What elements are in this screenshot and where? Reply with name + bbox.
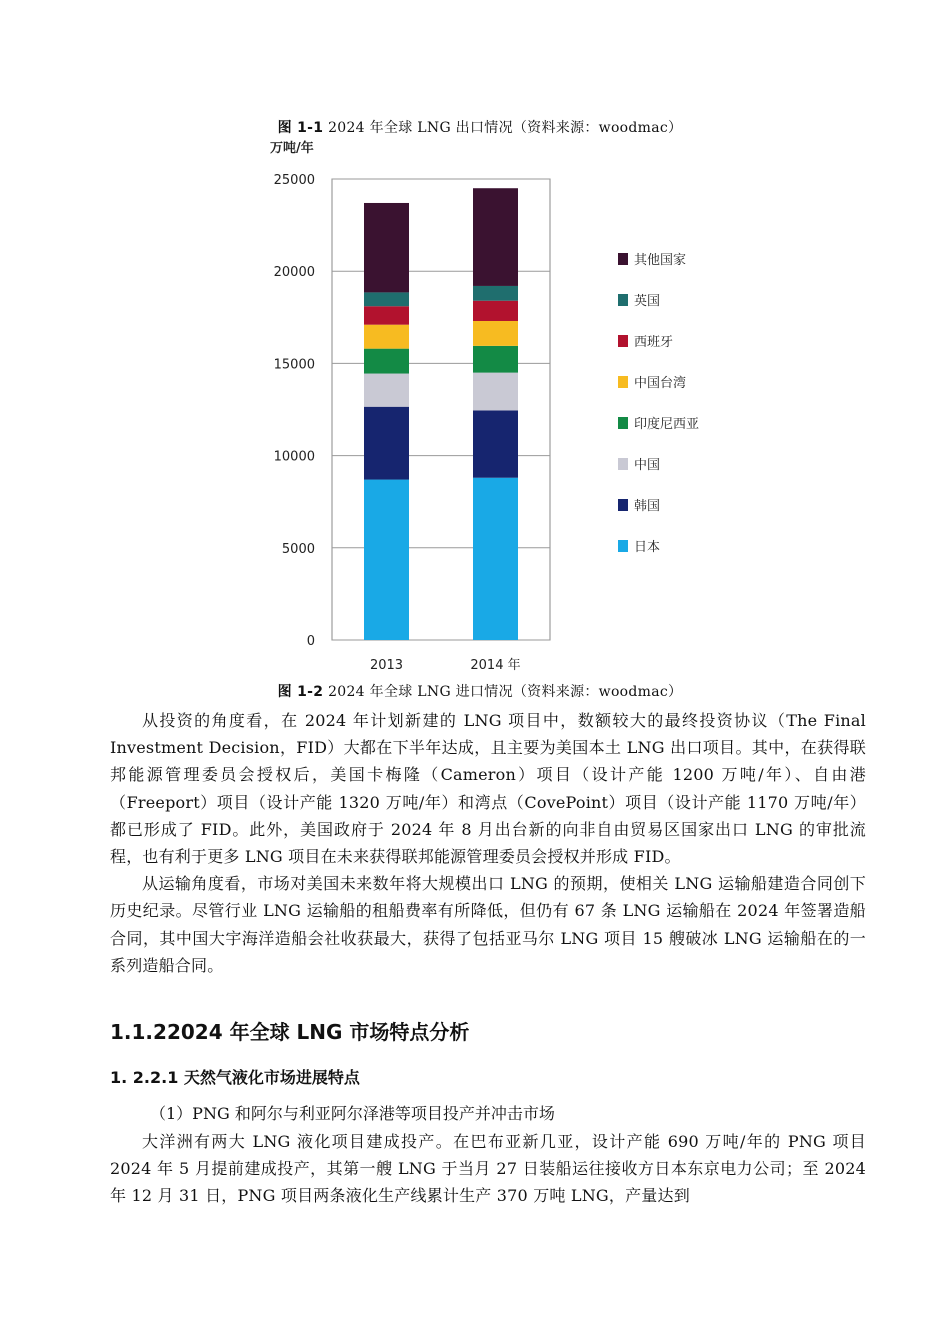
bar-segment: [473, 188, 518, 286]
bar-segment: [473, 410, 518, 477]
legend-swatch: [618, 335, 628, 347]
y-tick-label: 0: [306, 634, 315, 649]
legend-swatch: [618, 458, 628, 470]
list-item-heading: （1）PNG 和阿尔与利亚阿尔泽港等项目投产并冲击市场: [150, 1104, 555, 1123]
y-tick-label: 15000: [273, 357, 315, 373]
y-tick-label: 25000: [273, 173, 315, 188]
legend-swatch: [618, 540, 628, 552]
chart-bars: [364, 188, 518, 640]
bar-segment: [473, 286, 518, 301]
legend-label: 印度尼西亚: [634, 417, 700, 432]
bar-segment: [364, 349, 409, 374]
legend-label: 中国台湾: [634, 376, 687, 391]
legend-label: 西班牙: [634, 335, 674, 350]
bar-segment: [364, 374, 409, 407]
y-tick-label: 20000: [273, 265, 315, 281]
figure-caption-1-1: [5, 117, 950, 137]
legend-swatch: [618, 499, 628, 511]
bar-segment: [473, 301, 518, 321]
bar-segment: [473, 373, 518, 411]
figure-title: 2024 年全球 LNG 进口情况（资料来源：woodmac）: [323, 684, 683, 700]
x-tick-label: 2014 年: [470, 658, 521, 673]
legend-label: 英国: [634, 294, 661, 309]
figure-title: 2024 年全球 LNG 出口情况（资料来源：woodmac）: [323, 120, 683, 136]
figure-caption-1-2: [5, 681, 950, 701]
body-text-block: [110, 707, 866, 979]
bar-segment: [364, 480, 409, 640]
legend-label: 韩国: [634, 499, 661, 514]
bar-segment: [364, 292, 409, 306]
legend-label: 其他国家: [634, 253, 687, 268]
section-heading: 1.1.22024 年全球 LNG 市场特点分析: [110, 1020, 470, 1044]
legend-label: 日本: [634, 540, 661, 555]
x-tick-label: 2013: [369, 658, 404, 673]
chart-legend: [618, 252, 699, 555]
figure-number: 图 1-1: [277, 120, 324, 136]
stacked-bar-chart: [260, 138, 720, 678]
bar-segment: [473, 346, 518, 373]
bar-segment: [473, 478, 518, 640]
paragraph-transport: 从运输角度看，市场对美国未来数年将大规模出口 LNG 的预期，使相关 LNG 运输船建造合同创下历史纪录。尽管行业 LNG 运输船的租船费率有所降低，但仍有 67 条 LNG 运输船在 2024 年签署造船合同，其中国大宇海洋造船会社收获最大，获得了包括亚马尔 LNG 项目 15 艘破冰 LNG 运输船在的一系列造船合同。: [110, 874, 866, 975]
paragraph-investment: 从投资的角度看，在 2024 年计划新建的 LNG 项目中，数额较大的最终投资协议（The Final Investment Decision，FID）大都在下半年达成，且主要为美国本土 LNG 出口项目。其中，在获得联邦能源管理委员会授权后，美国卡梅隆（Cameron）项目（设计产能 1200 万吨/年）、自由港（Freeport）项目（设计产能 1320 万吨/年）和湾点（CovePoint）项目（设计产能 1170 万吨/年）都已形成了 FID。此外，美国政府于 2024 年 8 月出台新的向非自由贸易区国家出口 LNG 的审批流程，也有利于更多 LNG 项目在未来获得联邦能源管理委员会授权并形成 FID。: [110, 711, 866, 867]
bar-segment: [364, 306, 409, 324]
bar-segment: [364, 407, 409, 480]
subsection-heading: 1. 2.2.1 天然气液化市场进展特点: [110, 1068, 360, 1087]
legend-swatch: [618, 294, 628, 306]
bar-segment: [473, 321, 518, 346]
body-text-block-2: [110, 1128, 866, 1210]
bar-segment: [364, 203, 409, 292]
bar-segment: [364, 325, 409, 349]
y-tick-label: 10000: [273, 449, 315, 465]
y-axis-label: 万吨/年: [270, 141, 314, 156]
y-tick-label: 5000: [281, 541, 315, 557]
legend-label: 中国: [634, 458, 661, 473]
legend-swatch: [618, 253, 628, 265]
paragraph-oceania: 大洋洲有两大 LNG 液化项目建成投产。在巴布亚新几亚，设计产能 690 万吨/年的 PNG 项目 2024 年 5 月提前建成投产，其第一艘 LNG 于当月 27 日装船运往接收方日本东京电力公司；至 2024 年 12 月 31 日，PNG 项目两条液化生产线累计生产 370 万吨 LNG，产量达到: [110, 1132, 866, 1206]
figure-number: 图 1-2: [277, 684, 324, 700]
legend-swatch: [618, 376, 628, 388]
legend-swatch: [618, 417, 628, 429]
